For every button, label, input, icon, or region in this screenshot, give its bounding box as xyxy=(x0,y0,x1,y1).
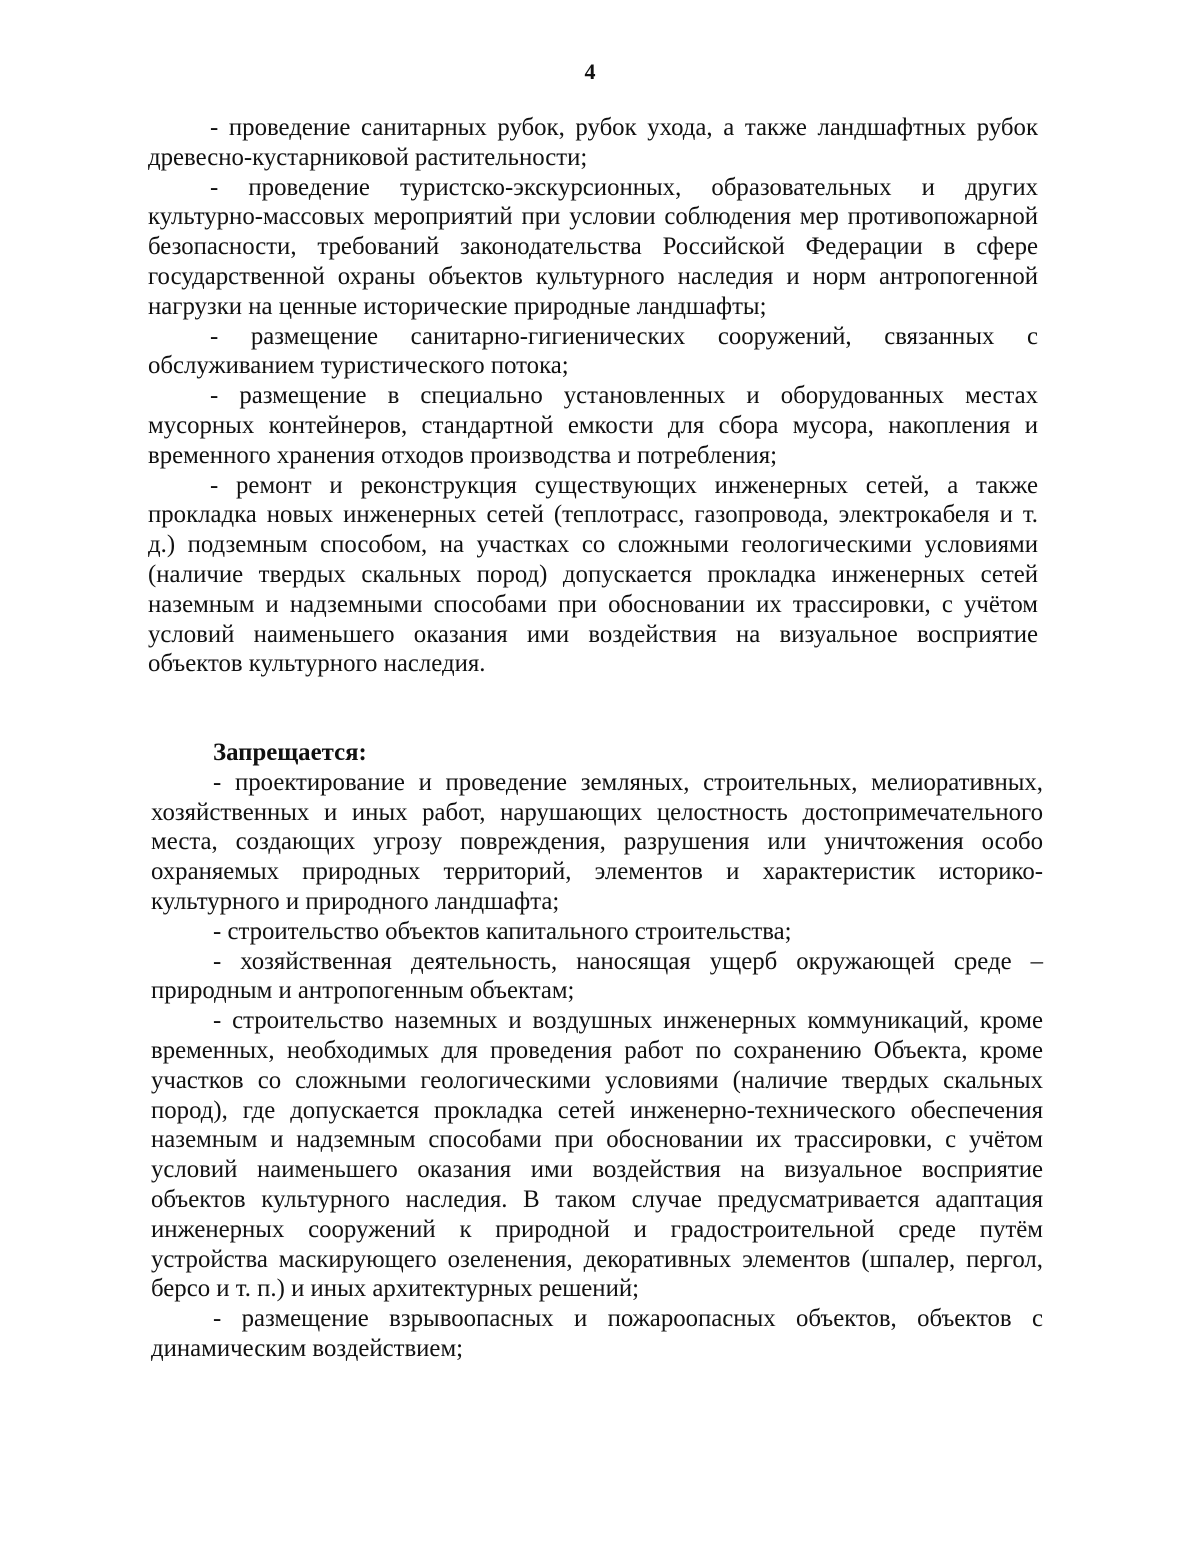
list-item: - проведение санитарных рубок, рубок ухода, а также ландшафтных рубок древесно-кустарниковой растительности; xyxy=(148,114,1038,171)
section-heading: Запрещается: xyxy=(213,739,367,766)
list-item: - размещение в специально установленных и оборудованных местах мусорных контейнеров, стандартной емкости для сбора мусора, накопления и временного хранения отходов производства и потребления; xyxy=(148,382,1038,469)
page-number: 4 xyxy=(584,59,596,84)
list-item: - проведение туристско-экскурсионных, образовательных и других культурно-массовых мероприятий при условии соблюдения мер противопожарной безопасности, требований законодательства Российской Федерации в сфере государственной охраны объектов культурного наследия и норм антропогенной нагрузки на ценные исторические природные ландшафты; xyxy=(148,173,1038,320)
list-item: - размещение санитарно-гигиенических сооружений, связанных с обслуживанием туристического потока; xyxy=(148,322,1038,380)
list-item: - проектирование и проведение земляных, строительных, мелиоративных, хозяйственных и иных работ, нарушающих целостность достопримечательного места, создающих угрозу повреждения, разрушения или уничтожения особо охраняемых природных территорий, элементов и характеристик историко-культурного и природного ландшафта; xyxy=(151,768,1043,915)
list-item: - строительство наземных и воздушных инженерных коммуникаций, кроме временных, необходимых для проведения работ по сохранению Объекта, кроме участков со сложными геологическими условиями (наличие твердых скальных пород), где допускается прокладка сетей инженерно-технического обеспечения наземным и надземным способами при обосновании их трассировки, с учётом условий наименьшего оказания ими воздействия на визуальное восприятие объектов культурного наследия. В таком случае предусматривается адаптация инженерных сооружений к природной и градостроительной среде путём устройства маскирующего озеленения, декоративных элементов (шпалер, пергол, берсо и т. п.) и иных архитектурных решений; xyxy=(151,1007,1043,1303)
permitted-activities-list xyxy=(148,113,1038,679)
prohibited-activities-section xyxy=(151,738,1043,1364)
list-item: - ремонт и реконструкция существующих инженерных сетей, а также прокладка новых инженерных сетей (теплотрасс, газопровода, электрокабеля и т. д.) подземным способом, на участках со сложными геологическими условиями (наличие твердых скальных пород) допускается прокладка инженерных сетей наземным и надземными способами при обосновании их трассировки, с учётом условий наименьшего оказания ими воздействия на визуальное восприятие объектов культурного наследия. xyxy=(148,471,1038,678)
list-item: - хозяйственная деятельность, наносящая ущерб окружающей среде – природным и антропогенным объектам; xyxy=(151,947,1043,1005)
list-item: - размещение взрывоопасных и пожароопасных объектов, объектов с динамическим воздействием; xyxy=(151,1305,1043,1362)
list-item: - строительство объектов капитального строительства; xyxy=(213,917,792,945)
